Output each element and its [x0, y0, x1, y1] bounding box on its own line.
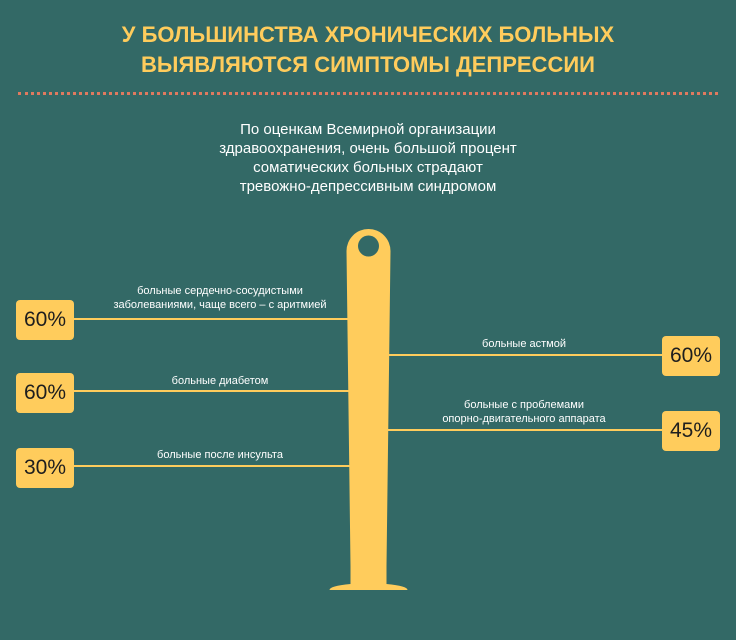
title-line-2: ВЫЯВЛЯЮТСЯ СИМПТОМЫ ДЕПРЕССИИ — [141, 52, 595, 77]
value-badge: 45% — [662, 411, 720, 451]
row-label-line: больные с проблемами — [464, 399, 584, 411]
value-badge: 60% — [16, 300, 74, 340]
value-badge: 60% — [662, 336, 720, 376]
row-label — [394, 398, 654, 426]
subtitle-line: тревожно-депрессивным синдромом — [239, 178, 497, 195]
value-badge: 60% — [16, 373, 74, 413]
row-label-line: больные после инсульта — [157, 449, 283, 461]
row-label-line: больные астмой — [482, 338, 566, 350]
row-label-line: больные диабетом — [171, 375, 269, 387]
row-label-line: заболеваниями, чаще всего – с аритмией — [113, 299, 327, 311]
thermometer-ring-icon — [358, 236, 379, 257]
subtitle-line: соматических больных страдают — [253, 159, 483, 176]
row-label — [100, 374, 340, 388]
row-label-line: больные сердечно-сосудистыми — [137, 285, 303, 297]
subtitle-line: здравоохранения, очень большой процент — [219, 140, 517, 157]
row-label — [100, 284, 340, 312]
title-line-1: У БОЛЬШИНСТВА ХРОНИЧЕСКИХ БОЛЬНЫХ — [121, 22, 615, 47]
row-label — [394, 337, 654, 351]
row-label-line: опорно-двигательного аппарата — [442, 413, 606, 425]
subtitle-line: По оценкам Всемирной организации — [240, 121, 496, 138]
value-badge: 30% — [16, 448, 74, 488]
row-label — [100, 448, 340, 462]
